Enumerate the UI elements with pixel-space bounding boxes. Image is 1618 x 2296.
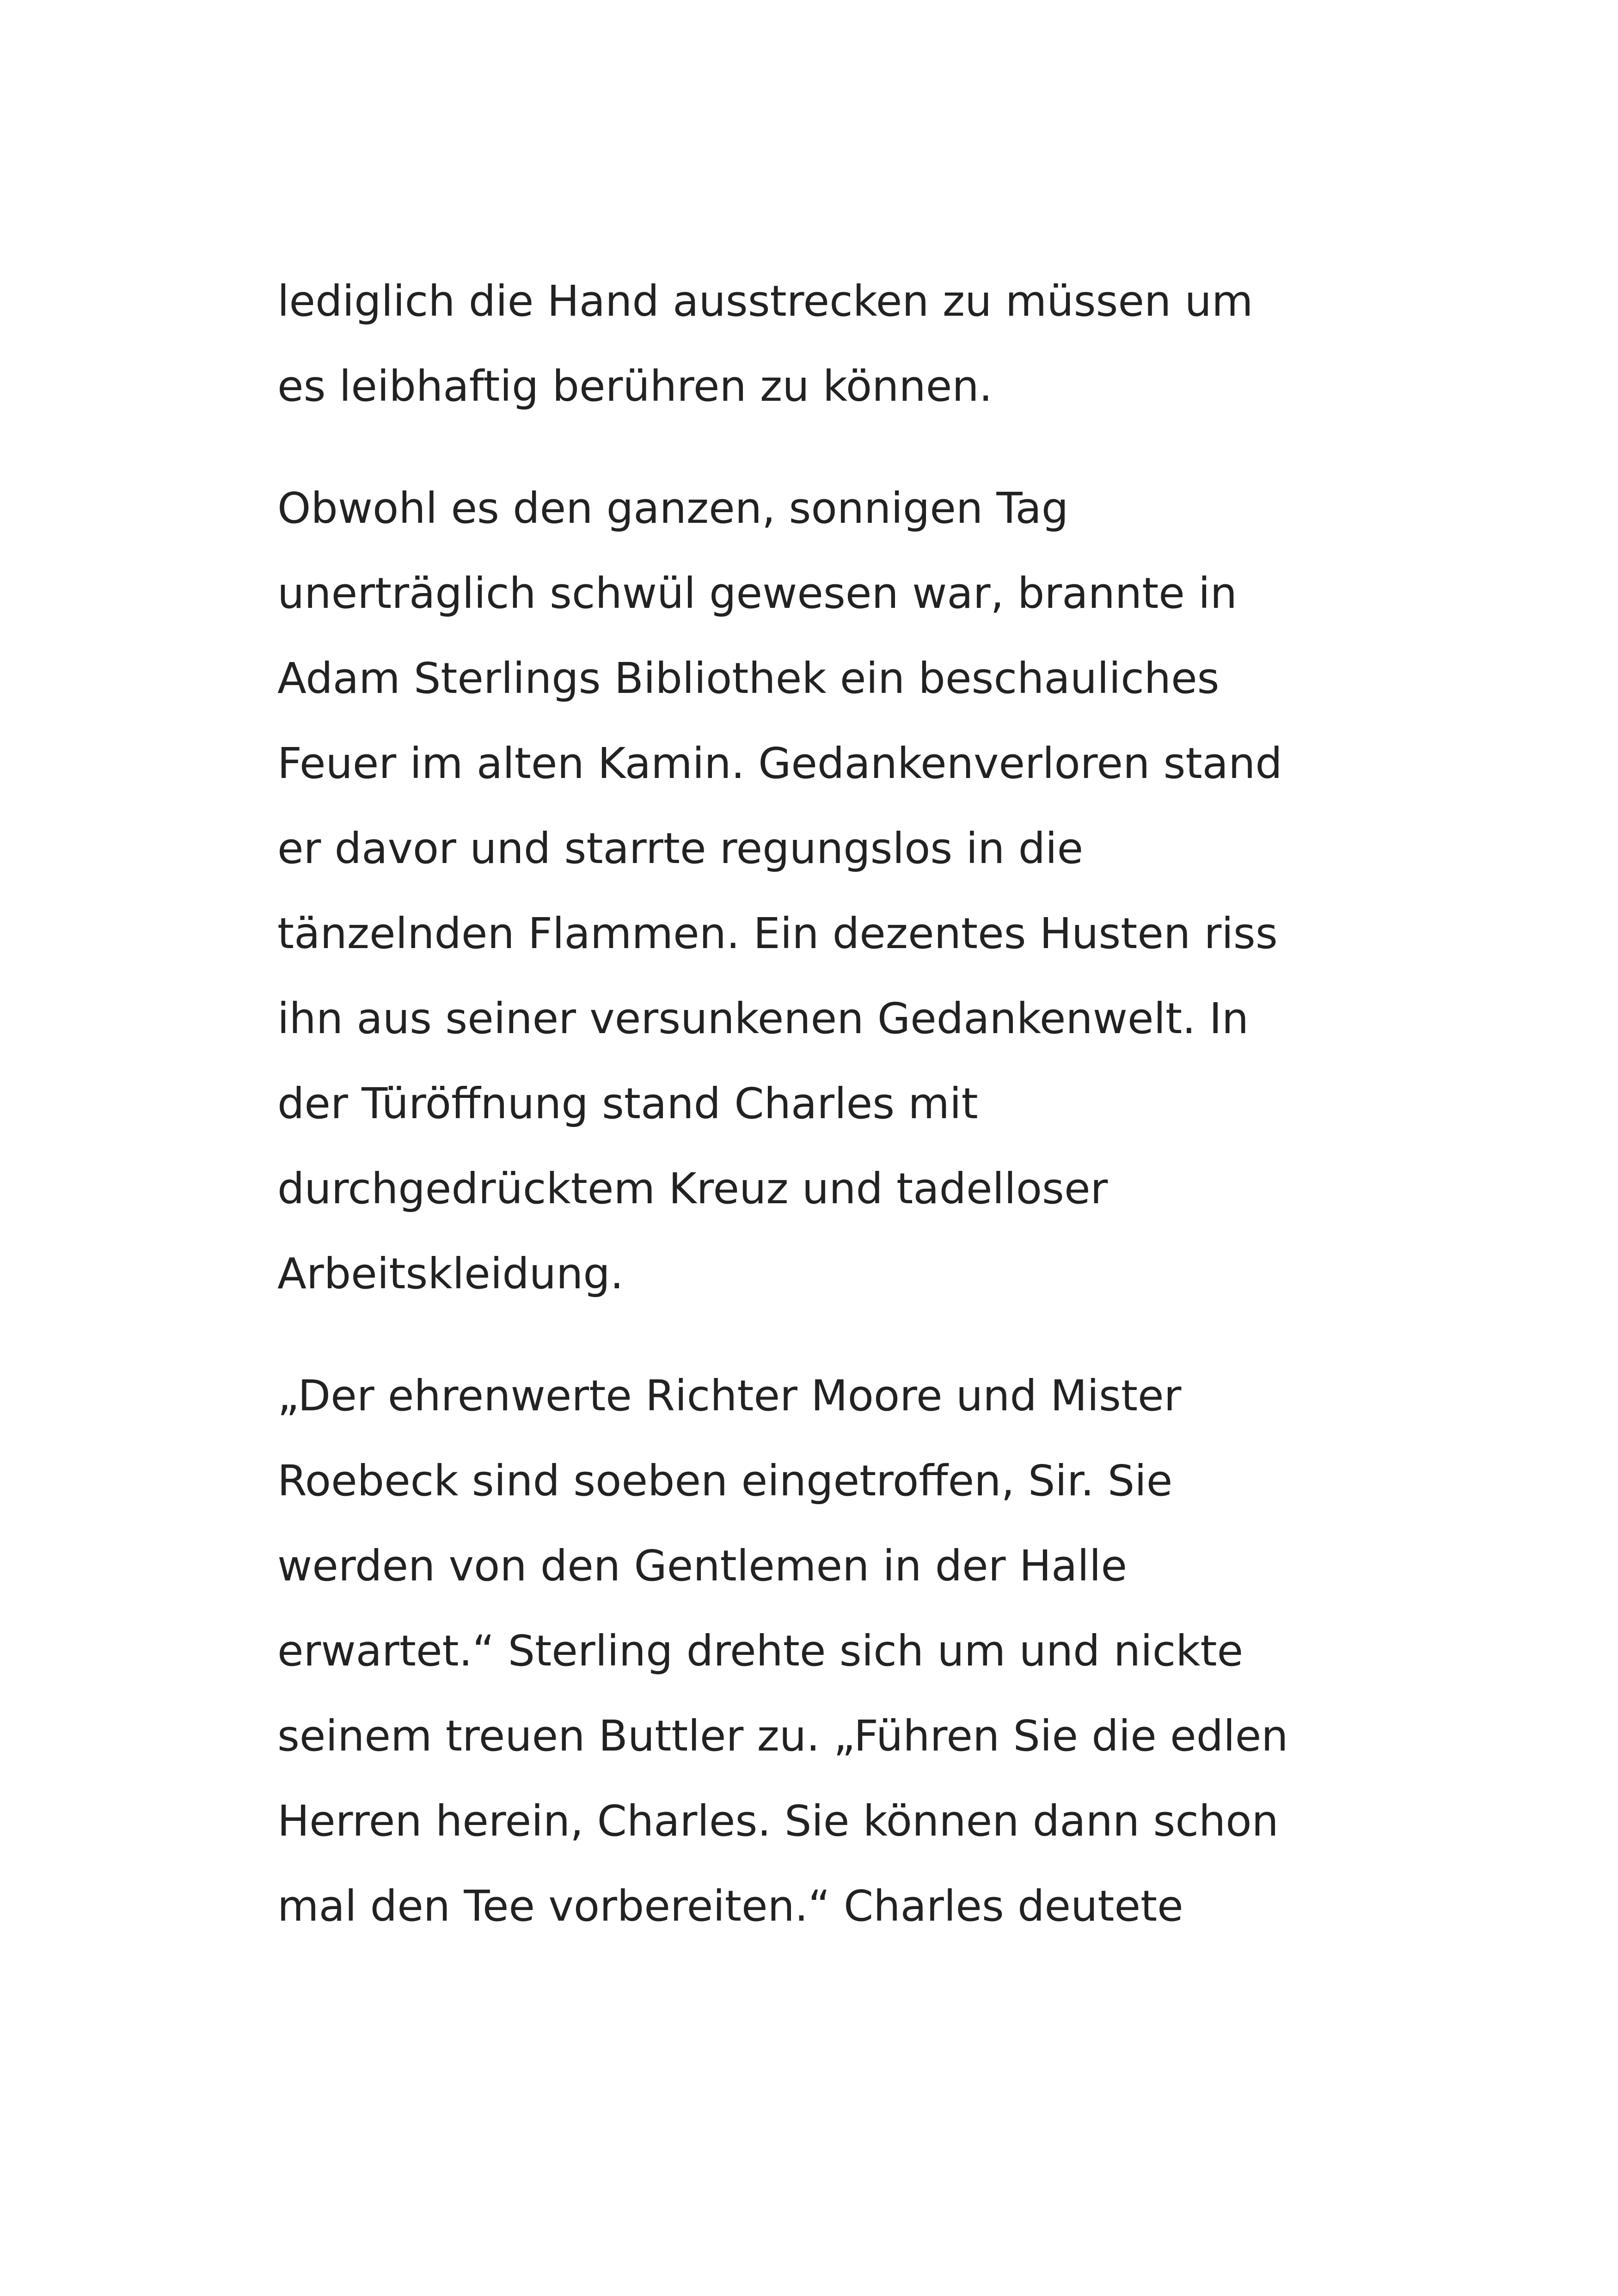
text-line: tänzelnden Flammen. Ein dezentes Husten riss [277, 909, 1278, 958]
text-line: „Der ehrenwerte Richter Moore und Mister [277, 1371, 1182, 1420]
body-text [277, 259, 1387, 1986]
text-line: er davor und starrte regungslos in die [277, 824, 1084, 873]
text-line: unerträglich schwül gewesen war, brannte in [277, 569, 1238, 618]
text-line: Feuer im alten Kamin. Gedankenverloren stand [277, 739, 1282, 788]
text-line: mal den Tee vorbereiten.“ Charles deutete [277, 1881, 1183, 1931]
text-line: Adam Sterlings Bibliothek ein beschauliches [277, 654, 1220, 703]
paragraph-2 [277, 466, 1387, 1316]
text-line: erwartet.“ Sterling drehte sich um und nickte [277, 1626, 1244, 1676]
text-line: ihn aus seiner versunkenen Gedankenwelt. In [277, 994, 1249, 1043]
text-line: seinem treuen Buttler zu. „Führen Sie die edlen [277, 1711, 1288, 1761]
text-line: lediglich die Hand ausstrecken zu müssen um [277, 276, 1253, 326]
paragraph-1 [277, 259, 1387, 429]
text-line: Herren herein, Charles. Sie können dann schon [277, 1796, 1279, 1846]
text-line: der Türöffnung stand Charles mit [277, 1079, 978, 1128]
text-line: werden von den Gentlemen in der Halle [277, 1541, 1128, 1591]
text-line: durchgedrücktem Kreuz und tadelloser [277, 1164, 1108, 1213]
text-line: es leibhaftig berühren zu können. [277, 361, 993, 411]
text-line: Obwohl es den ganzen, sonnigen Tag [277, 484, 1069, 533]
paragraph-3 [277, 1353, 1387, 1949]
text-line: Roebeck sind soeben eingetroffen, Sir. Sie [277, 1456, 1173, 1506]
text-line: Arbeitskleidung. [277, 1249, 624, 1298]
